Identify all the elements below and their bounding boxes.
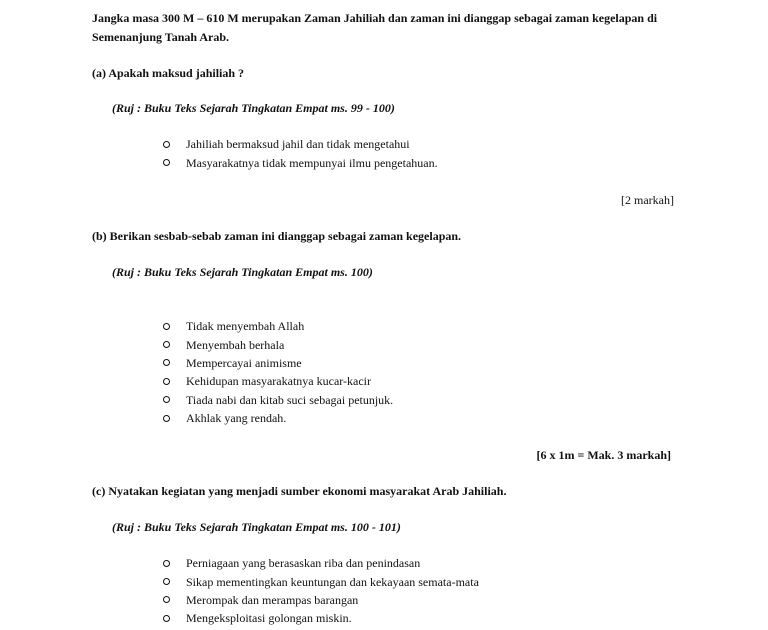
bullet-icon: [163, 396, 170, 403]
list-item: [162, 335, 393, 353]
list-item: [162, 354, 393, 372]
reference-b: (Ruj : Buku Teks Sejarah Tingkatan Empat ms. 100): [112, 265, 373, 279]
list-item: [162, 153, 438, 171]
bullet-icon: [163, 615, 170, 622]
list-item: [162, 391, 393, 409]
answer-text: Mengeksploitasi golongan miskin.: [186, 611, 352, 626]
list-item: [162, 591, 479, 609]
bullet-icon: [163, 323, 170, 330]
answer-text: Perniagaan yang berasaskan riba dan penindasan: [186, 556, 421, 571]
answer-text: Jahiliah bermaksud jahil dan tidak mengetahui: [186, 137, 410, 152]
answer-text: Menyembah berhala: [186, 337, 285, 352]
question-a: (a) Apakah maksud jahiliah ?: [92, 66, 245, 80]
answer-list-b: [162, 317, 393, 427]
answer-text: Kehidupan masyarakatnya kucar-kacir: [186, 374, 372, 389]
bullet-icon: [163, 378, 170, 385]
list-item: [162, 572, 479, 590]
intro-paragraph: Jangka masa 300 M – 610 M merupakan Zaman Jahiliah dan zaman ini dianggap sebagai zaman kegelapan di Semenanjung Tanah Arab.: [92, 11, 658, 44]
bullet-icon: [163, 341, 170, 348]
answer-text: Akhlak yang rendah.: [186, 411, 287, 426]
bullet-icon: [163, 560, 170, 567]
answer-text: Sikap mementingkan keuntungan dan kekayaan semata-mata: [186, 574, 479, 589]
list-item: [162, 135, 438, 153]
answer-list-c: [162, 554, 479, 628]
bullet-icon: [163, 359, 170, 366]
list-item: [162, 609, 479, 627]
bullet-icon: [163, 159, 170, 166]
reference-a: (Ruj : Buku Teks Sejarah Tingkatan Empat ms. 99 - 100): [112, 101, 395, 115]
answer-text: Tidak menyembah Allah: [186, 319, 305, 334]
question-c: (c) Nyatakan kegiatan yang menjadi sumber ekonomi masyarakat Arab Jahiliah.: [92, 484, 507, 498]
bullet-icon: [163, 596, 170, 603]
marks-a: [2 markah]: [621, 193, 674, 207]
answer-text: Masyarakatnya tidak mempunyai ilmu pengetahuan.: [186, 155, 438, 170]
question-b: (b) Berikan sesbab-sebab zaman ini dianggap sebagai zaman kegelapan.: [92, 229, 462, 243]
bullet-icon: [163, 141, 170, 148]
answer-list-a: [162, 135, 438, 172]
list-item: [162, 372, 393, 390]
reference-c: (Ruj : Buku Teks Sejarah Tingkatan Empat ms. 100 - 101): [112, 520, 401, 534]
list-item: [162, 409, 393, 427]
bullet-icon: [163, 415, 170, 422]
list-item: [162, 317, 393, 335]
list-item: [162, 554, 479, 572]
answer-text: Merompak dan merampas barangan: [186, 592, 359, 607]
bullet-icon: [163, 578, 170, 585]
answer-text: Tiada nabi dan kitab suci sebagai petunjuk.: [186, 392, 394, 407]
answer-text: Mempercayai animisme: [186, 355, 302, 370]
marks-b: [6 x 1m = Mak. 3 markah]: [536, 448, 671, 462]
